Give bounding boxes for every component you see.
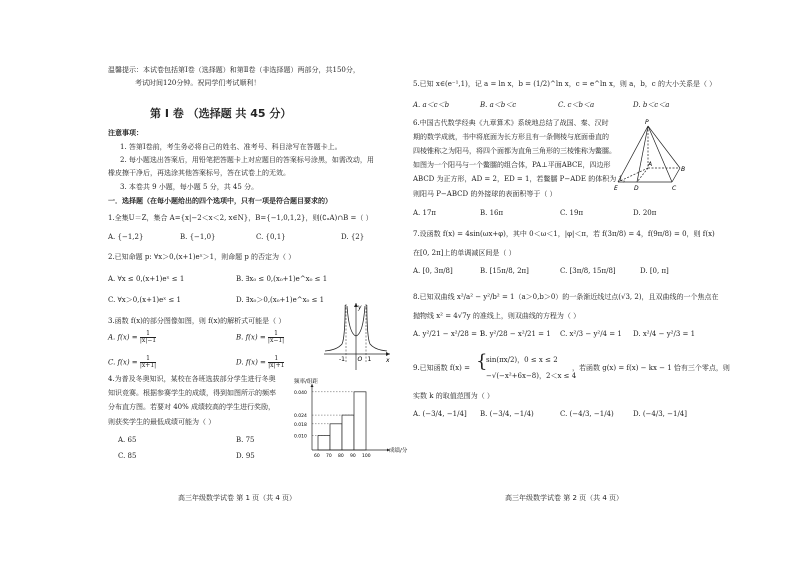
label-D: D	[634, 185, 639, 192]
q3-d-prefix: D. f(x) =	[236, 358, 266, 367]
q7-option-d[interactable]: D. [0, π]	[640, 267, 669, 275]
label-A: A	[648, 161, 653, 168]
histogram-y-tick-labels	[294, 390, 307, 440]
q4-option-a[interactable]: A. 65	[118, 436, 137, 444]
q3-c-prefix: C. f(x) =	[108, 358, 138, 367]
graph-label-pos1: 1	[367, 356, 372, 363]
q7-line-2: 在[0, 2π]上的单调减区间是（ ）	[413, 249, 516, 257]
q4-frequency-histogram	[292, 376, 408, 460]
q3-stem: 3.函数 f(x)的部分图像如图，则 f(x)的解析式可能是（ ）	[108, 317, 286, 325]
q3-d-fraction	[268, 356, 284, 369]
q3-a-num: 1	[146, 330, 150, 337]
histogram-y-tick-0.010: 0.010	[294, 434, 307, 440]
note-3: 3. 本卷共 9 小题，每小题 5 分，共 45 分。	[120, 183, 259, 191]
q3-option-d[interactable]	[236, 356, 284, 369]
histogram-bars	[318, 392, 366, 450]
note-1: 1. 答第Ⅰ卷前，考生务必将自己的姓名、准考号、科目涂写在答题卡上。	[120, 143, 342, 151]
q2-option-c[interactable]: C. ∀x＞0,(x+1)eˣ ≤ 1	[108, 296, 182, 304]
q4-option-b[interactable]: B. 75	[236, 436, 255, 444]
histogram-y-tick-0.024: 0.024	[294, 414, 307, 420]
q8-line-2: 抛物线 x² = 4√7y 的准线上，则双曲线的方程为（ ）	[413, 312, 581, 320]
q1-option-d[interactable]: D. {2}	[341, 233, 365, 241]
histogram-x-tick-60: 60	[314, 454, 320, 459]
q9-option-c[interactable]: C. (−4/3, −1/4)	[560, 410, 614, 418]
q3-b-fraction	[268, 331, 284, 344]
q1-option-c[interactable]: C. {0,1}	[256, 233, 286, 241]
notes-header: 注意事项：	[108, 128, 143, 137]
q3-a-den: |x|−1	[139, 337, 157, 344]
edge-PD	[637, 126, 648, 182]
histogram-bar-80-90	[342, 415, 354, 450]
edge-PC	[648, 126, 672, 182]
q6-option-d[interactable]: D. 20π	[633, 209, 657, 217]
q3-option-b[interactable]	[236, 331, 284, 344]
q9-option-a[interactable]: A. (−3/4, −1/4]	[413, 410, 467, 418]
page2-footer: 高三年级数学试卷 第 2 页（共 4 页）	[505, 494, 624, 502]
q3-b-den: |x−1|	[267, 337, 285, 344]
q3-d-num: 1	[274, 355, 279, 362]
histogram-x-tick-90: 90	[350, 454, 356, 459]
q8-option-d[interactable]: D. x²/4 − y²/3 = 1	[633, 330, 696, 338]
q3-function-graph	[322, 300, 394, 372]
edge-PB	[648, 126, 680, 168]
edge-CB	[672, 168, 680, 182]
q9-brace: {	[476, 351, 488, 372]
page1-footer: 高三年级数学试卷 第 1 页（共 4 页）	[178, 494, 297, 502]
edge-AE	[618, 168, 648, 182]
q7-option-b[interactable]: B. [15π/8, 2π]	[480, 267, 529, 275]
q6-option-a[interactable]: A. 17π	[413, 209, 437, 217]
label-P: P	[645, 119, 649, 126]
histogram-y-tick-0.040: 0.040	[294, 390, 307, 396]
histogram-x-tick-80: 80	[338, 454, 344, 459]
q1-stem: 1.全集U＝Z，集合 A={x|−2＜x＜2, x∈N}，B={−1,0,1,2}，则(∁ᵤA)∩B =（ ）	[108, 214, 373, 222]
q3-c-fraction	[140, 356, 156, 369]
q4-line-2: 知识竞赛。根据参赛学生的成绩，得到如图所示的频率	[108, 389, 276, 397]
curve-right	[367, 305, 387, 351]
q7-option-c[interactable]: C. [3π/8, 15π/8]	[560, 267, 616, 275]
q5-stem: 5.已知 x∈(e⁻¹,1)，记 a = ln x，b = (1/2)^ln x，c = e^ln x，则 a，b，c 的大小关系是（ ）	[413, 80, 717, 88]
label-B: B	[681, 166, 686, 173]
section-title: 第 Ⅰ 卷 （选择题 共 45 分）	[150, 107, 292, 120]
q7-option-a[interactable]: A. [0, 3π/8]	[413, 267, 453, 275]
q2-stem: 2.已知命题 p: ∀x＞0,(x+1)eˣ＞1，则命题 p 的否定为（ ）	[108, 253, 296, 261]
histogram-y-tick-0.018: 0.018	[294, 422, 307, 428]
q9-suffix: ，若函数 g(x) = f(x) − kx − 1 恰有三个零点，则	[572, 364, 730, 372]
q6-option-b[interactable]: B. 16π	[480, 209, 504, 217]
q3-a-fraction	[140, 331, 156, 344]
histogram-y-label: 频率/组距	[294, 379, 318, 385]
histogram-bar-90-100	[354, 392, 366, 450]
q4-line-1: 4.为普及冬奥知识，某校在各班选拔部分学生进行冬奥	[108, 375, 276, 383]
q3-option-a[interactable]	[108, 331, 156, 344]
graph-label-x: x	[386, 357, 390, 364]
q6-pyramid-figure	[604, 118, 686, 198]
q9-line-2: 实数 k 的取值范围为（ ）	[413, 392, 494, 400]
label-E: E	[614, 185, 618, 192]
q9-option-d[interactable]: D. (−4/3, −1/4]	[633, 410, 687, 418]
q8-option-c[interactable]: C. x²/3 − y²/4 = 1	[560, 330, 622, 338]
q6-line-3: 四棱锥称之为阳马，将四个面都为直角三角形的三棱锥称为鳖臑。	[413, 147, 616, 155]
q4-line-3: 分布直方图。若要对 40% 成绩较高的学生进行奖励，	[108, 403, 276, 411]
q6-line-6: 则阳马 P−ABCD 的外接球的表面积等于（ ）	[413, 190, 557, 198]
q1-option-b[interactable]: B. {−1,0}	[180, 233, 216, 241]
curve-left	[325, 305, 345, 351]
q5-option-d[interactable]: D. b＜c＜a	[633, 101, 670, 109]
histogram-bar-70-80	[330, 424, 342, 450]
q5-option-c[interactable]: C. c＜b＜a	[558, 101, 595, 109]
graph-label-y: y	[358, 304, 362, 311]
histogram-bar-60-70	[318, 435, 330, 450]
q2-option-d[interactable]: D. ∃x₀＞0,(x₀+1)e^x₀ ≤ 1	[236, 296, 325, 304]
label-C: C	[672, 185, 677, 192]
q9-option-b[interactable]: B. (−3/4, −1/4)	[480, 410, 534, 418]
tip-line-1: 温馨提示：本试卷包括第Ⅰ卷（选择题）和第Ⅱ卷（非选择题）两部分，共150分，	[108, 66, 360, 74]
tip-line-2: 考试时间120分钟。祝同学们考试顺利！	[135, 79, 261, 87]
q8-option-a[interactable]: A. y²/21 − x²/28 = 1	[413, 330, 484, 338]
histogram-x-tick-labels	[314, 453, 371, 459]
part-header: 一．选择题（在每小题给出的四个选项中，只有一项是符合题目要求的）	[108, 197, 332, 205]
note-2b: 橡皮擦干净后，再选涂其他答案标号，答在试卷上的无效。	[108, 169, 290, 177]
q9-case-2: −√(−x²+6x−8)，2＜x ≤ 4	[486, 372, 577, 380]
q3-a-prefix: A. f(x) =	[108, 333, 138, 342]
histogram-x-tick-70: 70	[326, 454, 332, 459]
q5-option-b[interactable]: B. a＜b＜c	[480, 101, 517, 109]
q3-b-prefix: B. f(x) =	[236, 333, 266, 342]
q6-option-c[interactable]: C. 19π	[560, 209, 584, 217]
q8-line-1: 8.已知双曲线 x²/a² − y²/b² = 1（a＞0,b＞0）的一条渐近线过点(√3, 2)，且双曲线的一个焦点在	[413, 293, 719, 301]
q9-prefix: 9.已知函数 f(x) =	[413, 364, 470, 372]
graph-label-neg1: -1	[339, 356, 345, 363]
q2-option-b[interactable]: B. ∃x₀ ≤ 0,(x₀+1)e^x₀ ≤ 1	[236, 275, 328, 283]
q2-option-a[interactable]: A. ∀x ≤ 0,(x+1)eˣ ≤ 1	[108, 275, 185, 283]
histogram-x-label: 成绩/分	[389, 448, 408, 454]
graph-label-origin: O	[357, 356, 363, 363]
q6-line-4: 如图为一个阳马与一个鳖臑的组合体，PA⊥平面ABCE，四边形	[413, 161, 611, 169]
x-axis-arrow	[386, 352, 390, 356]
q1-option-a[interactable]: A. {−1,2}	[108, 233, 144, 241]
q3-b-num: 1	[274, 330, 278, 337]
histogram-x-tick-100: 100	[362, 454, 371, 459]
q6-line-1: 6.中国古代数学经典《九章算术》系统地总结了战国、秦、汉时	[413, 119, 609, 127]
q3-c-den: |x+1|	[139, 362, 157, 369]
q3-option-c[interactable]	[108, 356, 156, 369]
q9-case-1: sin(πx/2)，0 ≤ x ≤ 2	[486, 356, 558, 364]
q4-option-d[interactable]: D. 95	[236, 452, 255, 460]
q8-option-b[interactable]: B. y²/28 − x²/21 = 1	[480, 330, 551, 338]
q6-line-2: 期的数学成就，书中将底面为长方形且有一条侧棱与底面垂直的	[413, 133, 609, 141]
q6-line-5: ABCD 为正方形，AD = 2，ED = 1，若鳖臑 P−ADE 的体积为 1，	[413, 175, 630, 183]
note-2a: 2. 每小题选出答案后，用铅笔把答题卡上对应题目的答案标号涂黑，如需改动，用	[120, 156, 374, 164]
q7-line-1: 7.设函数 f(x) = 4sin(ωx+φ)，其中 0＜ω＜1，|φ|＜π，若 f(3π/8) = 4，f(9π/8) = 0，则 f(x)	[413, 230, 715, 238]
q3-c-num: 1	[146, 355, 150, 362]
q3-d-den: |x|+1	[268, 362, 285, 369]
q4-option-c[interactable]: C. 85	[118, 452, 137, 460]
q4-line-4: 则获奖学生的最低成绩可能为（ ）	[108, 418, 216, 426]
q5-option-a[interactable]: A. a＜c＜b	[413, 101, 450, 109]
